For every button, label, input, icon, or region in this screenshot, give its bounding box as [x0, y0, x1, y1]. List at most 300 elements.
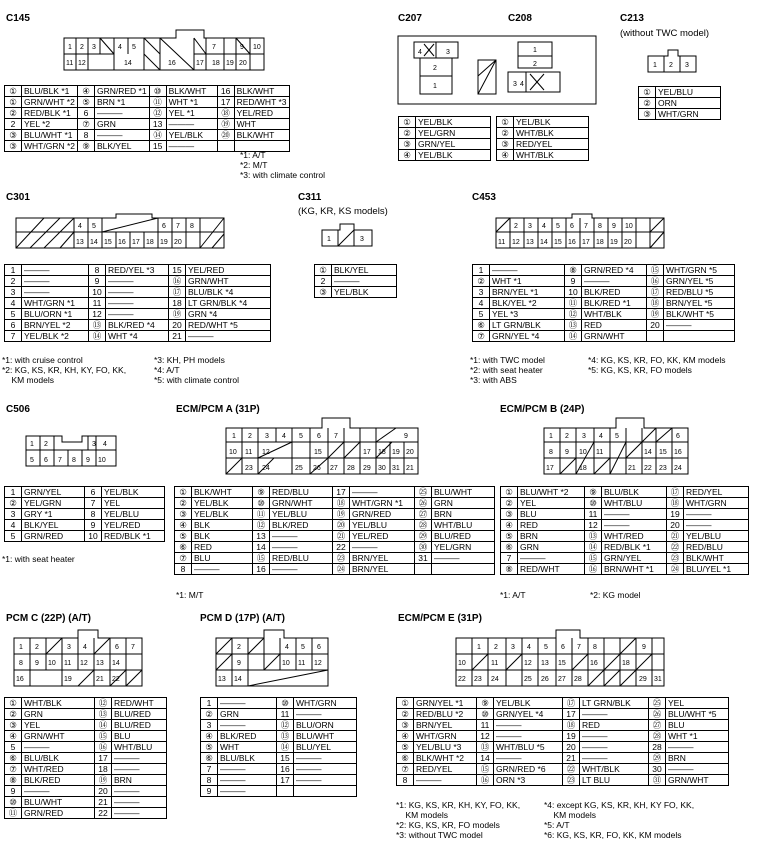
pin-number: 9 — [565, 276, 582, 287]
wire-color: BLU — [112, 731, 167, 742]
pin-number: 10 — [85, 531, 102, 542]
c208-cell-3: 3 — [513, 81, 517, 88]
pin-number: ③ — [501, 509, 518, 520]
c145-connector-face — [64, 26, 264, 70]
wire-color: ——— — [414, 775, 477, 786]
pin-number: 20 — [647, 320, 664, 331]
wire-color: GRN/YEL *4 — [490, 331, 565, 342]
pin-row — [501, 531, 749, 542]
pin-number: ⑨ — [78, 141, 95, 152]
wire-color: ——— — [106, 276, 169, 287]
pin-number: 20 — [667, 520, 684, 531]
ecm-e-cell-6: 6 — [561, 644, 565, 651]
pin-number: 3 — [5, 509, 22, 520]
pcm-c-cell-11: 11 — [64, 660, 72, 667]
wire-color: BRN — [518, 531, 585, 542]
pcm-d-cell-12: 12 — [314, 660, 322, 667]
ecm-a-cell-12: 12 — [262, 449, 270, 456]
c453-cell-10: 10 — [625, 223, 633, 230]
pin-number: ⑯ — [95, 742, 112, 753]
pin-number: ⑯ — [647, 276, 664, 287]
pin-row — [5, 331, 271, 342]
wire-color: BLU/BLK — [22, 753, 95, 764]
pcm-d-cell-13: 13 — [218, 676, 226, 683]
wire-color: RED/YEL — [414, 764, 477, 775]
wire-color: GRY *1 — [22, 509, 85, 520]
pin-number: ⑦ — [397, 764, 414, 775]
wire-color: LT GRN/BLK *4 — [186, 298, 271, 309]
pin-number: ㉖ — [649, 709, 666, 720]
pin-number: ㉛ — [649, 775, 666, 786]
pin-row — [399, 128, 491, 139]
pin-number: 18 — [95, 764, 112, 775]
wire-color: GRN/YEL — [22, 487, 85, 498]
ecm-e-cell-1: 1 — [477, 644, 481, 651]
pcm-c-cell-12: 12 — [80, 660, 88, 667]
wire-color: BLK/WHT *2 — [414, 753, 477, 764]
wire-color: GRN/WHT — [22, 731, 95, 742]
wire-color: ——— — [95, 130, 150, 141]
c453-cell-13: 13 — [526, 239, 534, 246]
pin-number: ⑲ — [647, 309, 664, 320]
wire-color: GRN/YEL *4 — [494, 709, 563, 720]
pin-number: ⑦ — [78, 119, 95, 130]
c453-cell-18: 18 — [596, 239, 604, 246]
c453-cell-8: 8 — [598, 223, 602, 230]
pin-number: ⑰ — [667, 487, 684, 498]
pin-number: ④ — [175, 520, 192, 531]
pin-row — [501, 509, 749, 520]
pin-number: ② — [5, 498, 22, 509]
pin-number: ㉓ — [563, 775, 580, 786]
wire-color: GRN — [432, 498, 495, 509]
pin-number: ㉘ — [415, 520, 432, 531]
wire-color: BRN/YEL — [350, 564, 415, 575]
c453-cell-20: 20 — [624, 239, 632, 246]
c506-cell-8: 8 — [72, 457, 76, 464]
wire-color: BLU — [518, 509, 585, 520]
pin-row — [473, 298, 735, 309]
pin-number: 12 — [477, 731, 494, 742]
pin-number: ㉕ — [649, 698, 666, 709]
c213-cell-1: 1 — [653, 62, 657, 69]
pin-row — [315, 276, 397, 287]
wire-color: LT BLU — [580, 775, 649, 786]
pin-row — [397, 698, 729, 709]
pin-number: ⑧ — [565, 265, 582, 276]
pin-row — [497, 139, 589, 150]
ecm-a-cell-4: 4 — [282, 433, 286, 440]
pcm-c-cell-3: 3 — [67, 644, 71, 651]
c453-cell-7: 7 — [584, 223, 588, 230]
wire-color: ——— — [166, 119, 217, 130]
pin-number: ⑪ — [149, 97, 166, 108]
wire-color: WHT/BLK — [582, 309, 647, 320]
pin-number: ㉓ — [333, 553, 350, 564]
pin-number: ⑨ — [253, 487, 270, 498]
ecm-b-cell-2: 2 — [565, 433, 569, 440]
wire-color: ——— — [518, 553, 585, 564]
pin-row — [501, 498, 749, 509]
wire-color: ——— — [666, 764, 729, 775]
wire-color: BLU/ORN — [294, 720, 357, 731]
pin-row — [497, 117, 589, 128]
wire-color: RED/YEL *3 — [106, 265, 169, 276]
wire-color: YEL/BLU — [270, 509, 333, 520]
c145-cell-3: 3 — [92, 44, 96, 51]
wire-color: ——— — [494, 720, 563, 731]
pin-row — [5, 265, 271, 276]
wire-color: ——— — [112, 764, 167, 775]
pin-row — [5, 797, 167, 808]
pin-number: 6 — [78, 108, 95, 119]
wire-color: BLU/RED — [112, 709, 167, 720]
pcm-c-title: PCM C (22P) (A/T) — [6, 613, 91, 624]
pin-row — [201, 742, 357, 753]
c301-cell-5: 5 — [92, 223, 96, 230]
c207-cell-3: 3 — [446, 49, 450, 56]
pin-row — [201, 731, 357, 742]
ecm-e-cell-28: 28 — [574, 676, 582, 683]
ecm-b-cell-23: 23 — [659, 465, 667, 472]
c453-cell-4: 4 — [542, 223, 546, 230]
pin-number: 4 — [473, 298, 490, 309]
pin-row — [399, 117, 491, 128]
wire-color: BLK — [192, 520, 253, 531]
ecm-a-cell-25: 25 — [295, 465, 303, 472]
wire-color: ——— — [192, 564, 253, 575]
pin-row — [473, 276, 735, 287]
ecm-b-footnotes-left: *1: A/T — [500, 590, 526, 600]
pin-number: 17 — [333, 487, 350, 498]
wire-color: BLU/WHT *5 — [666, 709, 729, 720]
c453-cell-9: 9 — [612, 223, 616, 230]
wire-color: YEL *2 — [22, 119, 78, 130]
pin-row — [639, 98, 721, 109]
pin-row — [397, 720, 729, 731]
ecm-b-cell-6: 6 — [676, 433, 680, 440]
wire-color: RED/BLU — [684, 542, 749, 553]
c453-footnotes-left: *1: with TWC model *2: with seat heater *3: with ABS — [470, 355, 545, 385]
pin-number: ④ — [5, 731, 22, 742]
wire-color: BLU/WHT *1 — [22, 130, 78, 141]
pin-number: ㉙ — [415, 531, 432, 542]
pin-number: 14 — [253, 542, 270, 553]
c453-footnotes-right: *4: KG, KS, KR, FO, KK, KM models *5: KG, KS, KR, FO models — [588, 355, 726, 375]
wire-color: RED/BLK *1 — [22, 108, 78, 119]
pin-row — [5, 498, 165, 509]
wire-color: GRN/RED — [22, 808, 95, 819]
pin-number: ⑥ — [473, 320, 490, 331]
wire-color: RED/BLU — [270, 487, 333, 498]
ecm-b-cell-10: 10 — [579, 449, 587, 456]
pin-number: ⑲ — [169, 309, 186, 320]
ecm-b-cell-1: 1 — [549, 433, 553, 440]
pin-number: ⑫ — [95, 698, 112, 709]
wire-color: YEL/BLU — [102, 509, 165, 520]
wire-color: ——— — [494, 753, 563, 764]
c207-cell-4: 4 — [418, 49, 422, 56]
ecm-e-cell-29: 29 — [639, 676, 647, 683]
wire-color: BLU/RED — [112, 720, 167, 731]
wire-color: WHT/BLU *5 — [494, 742, 563, 753]
wire-color: ——— — [218, 786, 277, 797]
pin-number: ① — [5, 97, 22, 108]
ecm-b-cell-17: 17 — [546, 465, 554, 472]
pin-number: ⑩ — [5, 797, 22, 808]
pin-number: ⑲ — [333, 509, 350, 520]
pin-row — [473, 287, 735, 298]
c213-cell-3: 3 — [685, 62, 689, 69]
c506-connector-face — [26, 432, 116, 466]
c145-cell-18: 18 — [212, 60, 220, 67]
wire-color: YEL/RED — [234, 108, 289, 119]
pcm-d-cell-4: 4 — [285, 644, 289, 651]
wire-color: YEL/RED — [102, 520, 165, 531]
pin-row — [175, 531, 495, 542]
pin-row — [5, 731, 167, 742]
pin-number — [217, 141, 234, 152]
pin-row — [501, 520, 749, 531]
c301-cell-6: 6 — [162, 223, 166, 230]
wire-color: RED/BLU *5 — [664, 287, 735, 298]
wire-color: RED — [192, 542, 253, 553]
wire-color: ——— — [22, 786, 95, 797]
c145-cell-1: 1 — [68, 44, 72, 51]
wire-color: WHT/GRN — [414, 731, 477, 742]
pin-row — [473, 320, 735, 331]
pin-number: ④ — [501, 520, 518, 531]
c301-cell-16: 16 — [118, 239, 126, 246]
pin-number: ⑫ — [149, 108, 166, 119]
ecm-e-connector-face — [456, 628, 664, 686]
c301-cell-15: 15 — [104, 239, 112, 246]
pin-number: ② — [175, 498, 192, 509]
ecm-a-cell-23: 23 — [245, 465, 253, 472]
wire-color: ——— — [332, 276, 397, 287]
wire-color: RED/YEL — [684, 487, 749, 498]
c506-cell-10: 10 — [98, 457, 106, 464]
pin-number: ① — [639, 87, 656, 98]
wire-color — [294, 786, 357, 797]
pin-number: ⑥ — [501, 542, 518, 553]
pin-row — [175, 542, 495, 553]
c145-cell-16: 16 — [168, 60, 176, 67]
c301-cell-8: 8 — [190, 223, 194, 230]
ecm-a-cell-6: 6 — [317, 433, 321, 440]
ecm-b-cell-11: 11 — [596, 449, 604, 456]
pin-row — [639, 87, 721, 98]
pin-number: ② — [399, 128, 416, 139]
pin-number: 7 — [85, 498, 102, 509]
wire-color: ——— — [664, 320, 735, 331]
wire-color: BLK/WHT — [192, 487, 253, 498]
c208-cell-1: 1 — [533, 47, 537, 54]
pin-row — [201, 786, 357, 797]
c506-cell-5: 5 — [30, 457, 34, 464]
pin-number: ⑰ — [563, 698, 580, 709]
c453-cell-5: 5 — [556, 223, 560, 230]
c453-cell-6: 6 — [570, 223, 574, 230]
pin-number: 1 — [473, 265, 490, 276]
wire-color: RED/BLK *1 — [602, 542, 667, 553]
wire-color: BLK/WHT — [166, 86, 217, 97]
pin-number: 3 — [5, 287, 22, 298]
wire-color: BLU/BLK — [218, 753, 277, 764]
pin-number: ⑤ — [397, 742, 414, 753]
wire-color: YEL/BLU *3 — [414, 742, 477, 753]
pin-number: 15 — [277, 753, 294, 764]
pcm-c-cell-7: 7 — [131, 644, 135, 651]
wire-color: WHT — [234, 119, 289, 130]
wire-color: ——— — [270, 564, 333, 575]
wire-color: ——— — [22, 276, 89, 287]
pin-row — [5, 320, 271, 331]
pin-number: ③ — [399, 139, 416, 150]
ecm-b-cell-5: 5 — [615, 433, 619, 440]
c145-cell-14: 14 — [124, 60, 132, 67]
pin-number: ⑤ — [201, 742, 218, 753]
pin-number: ⑨ — [477, 698, 494, 709]
pin-number: 21 — [563, 753, 580, 764]
pin-number: ⑱ — [667, 498, 684, 509]
pin-row — [201, 709, 357, 720]
wire-color: ——— — [95, 108, 150, 119]
c311-title: C311 — [298, 192, 322, 203]
pin-number: 13 — [253, 531, 270, 542]
pin-row — [315, 265, 397, 276]
ecm-e-cell-4: 4 — [527, 644, 531, 651]
pin-row — [473, 331, 735, 342]
pcm-c-cell-1: 1 — [19, 644, 23, 651]
wire-color: WHT/GRN *5 — [664, 265, 735, 276]
c453-cell-12: 12 — [512, 239, 520, 246]
c506-cell-6: 6 — [44, 457, 48, 464]
pin-row — [175, 498, 495, 509]
wire-color: BLU/YEL — [294, 742, 357, 753]
wire-color: GRN/YEL — [602, 553, 667, 564]
pin-number: ⑱ — [333, 498, 350, 509]
c208-cell-2: 2 — [533, 61, 537, 68]
c145-cell-17: 17 — [196, 60, 204, 67]
pin-number: 16 — [277, 764, 294, 775]
ecm-e-cell-11: 11 — [491, 660, 499, 667]
wire-color: ——— — [350, 487, 415, 498]
c453-cell-19: 19 — [610, 239, 618, 246]
ecm-a-cell-19: 19 — [392, 449, 400, 456]
ecm-a-cell-30: 30 — [378, 465, 386, 472]
pin-number: ① — [399, 117, 416, 128]
pcm-c-connector-face — [14, 628, 142, 686]
wire-color: WHT/BLK — [514, 128, 589, 139]
wire-color: BLK/WHT — [234, 130, 289, 141]
wire-color: ——— — [22, 265, 89, 276]
c453-cell-17: 17 — [582, 239, 590, 246]
c213-connector-face — [648, 50, 696, 72]
pin-row — [201, 698, 357, 709]
pin-number: 17 — [217, 97, 234, 108]
pin-number: ⑪ — [5, 808, 22, 819]
ecm-e-cell-16: 16 — [590, 660, 598, 667]
wire-color: BLK/RED — [22, 775, 95, 786]
wire-color: YEL/BLK — [416, 150, 491, 161]
wire-color: YEL/BLK — [102, 487, 165, 498]
pin-number: 8 — [78, 130, 95, 141]
wire-color: BLK/YEL — [332, 265, 397, 276]
pin-number: ⑮ — [477, 764, 494, 775]
pin-number: ⑬ — [477, 742, 494, 753]
wire-color: GRN/YEL *1 — [414, 698, 477, 709]
pin-number: ⑪ — [565, 298, 582, 309]
wire-color: YEL/BLK — [192, 498, 253, 509]
wire-color: RED — [582, 320, 647, 331]
pin-number: ② — [5, 108, 22, 119]
wire-color: YEL/RED — [186, 265, 271, 276]
pin-number: 20 — [563, 742, 580, 753]
pin-number: 13 — [149, 119, 166, 130]
pin-number: ③ — [5, 130, 22, 141]
wire-color: WHT/BLK — [580, 764, 649, 775]
c453-connector-face — [496, 214, 664, 248]
pin-number: ㉑ — [333, 531, 350, 542]
pin-number: 17 — [95, 753, 112, 764]
wire-color: ——— — [580, 709, 649, 720]
ecm-e-cell-3: 3 — [511, 644, 515, 651]
c145-cell-20: 20 — [239, 60, 247, 67]
pcm-c-cell-14: 14 — [112, 660, 120, 667]
wire-color: YEL/GRN — [416, 128, 491, 139]
pin-number: ⑥ — [5, 753, 22, 764]
wire-color: BRN *1 — [95, 97, 150, 108]
wire-color: YEL/RED — [350, 531, 415, 542]
pin-number: 16 — [217, 86, 234, 97]
wire-color: BLU/ORN *1 — [22, 309, 89, 320]
pin-number: ② — [201, 709, 218, 720]
wire-color: WHT/GRN *1 — [22, 298, 89, 309]
ecm-e-cell-26: 26 — [541, 676, 549, 683]
wire-color: ——— — [580, 731, 649, 742]
ecm-a-connector-face — [226, 416, 418, 474]
c208-title: C208 — [508, 13, 532, 24]
wire-color: ——— — [684, 509, 749, 520]
ecm-e-cell-13: 13 — [541, 660, 549, 667]
pin-row — [201, 720, 357, 731]
pin-number: ⑥ — [175, 542, 192, 553]
pin-row — [501, 564, 749, 575]
c145-cell-7: 7 — [212, 44, 216, 51]
pin-number: 15 — [169, 265, 186, 276]
pin-number: 1 — [5, 487, 22, 498]
ecm-e-title: ECM/PCM E (31P) — [398, 613, 482, 624]
ecm-e-cell-7: 7 — [577, 644, 581, 651]
c145-pin-table — [4, 85, 290, 152]
pin-number: ⑰ — [169, 287, 186, 298]
wire-color: BRN — [112, 775, 167, 786]
pin-number: 9 — [5, 786, 22, 797]
wire-color: ——— — [112, 808, 167, 819]
wire-color: YEL/GRN — [22, 498, 85, 509]
pin-number: ⑩ — [477, 709, 494, 720]
pin-number: ⑱ — [217, 108, 234, 119]
c506-cell-3: 3 — [92, 441, 96, 448]
pin-number: 21 — [169, 331, 186, 342]
pin-number: ⑱ — [563, 720, 580, 731]
pin-row — [497, 150, 589, 161]
pin-number: ㉒ — [563, 764, 580, 775]
wire-color: WHT/GRN — [294, 698, 357, 709]
wire-color: BLU/WHT — [294, 731, 357, 742]
ecm-b-title: ECM/PCM B (24P) — [500, 404, 585, 415]
